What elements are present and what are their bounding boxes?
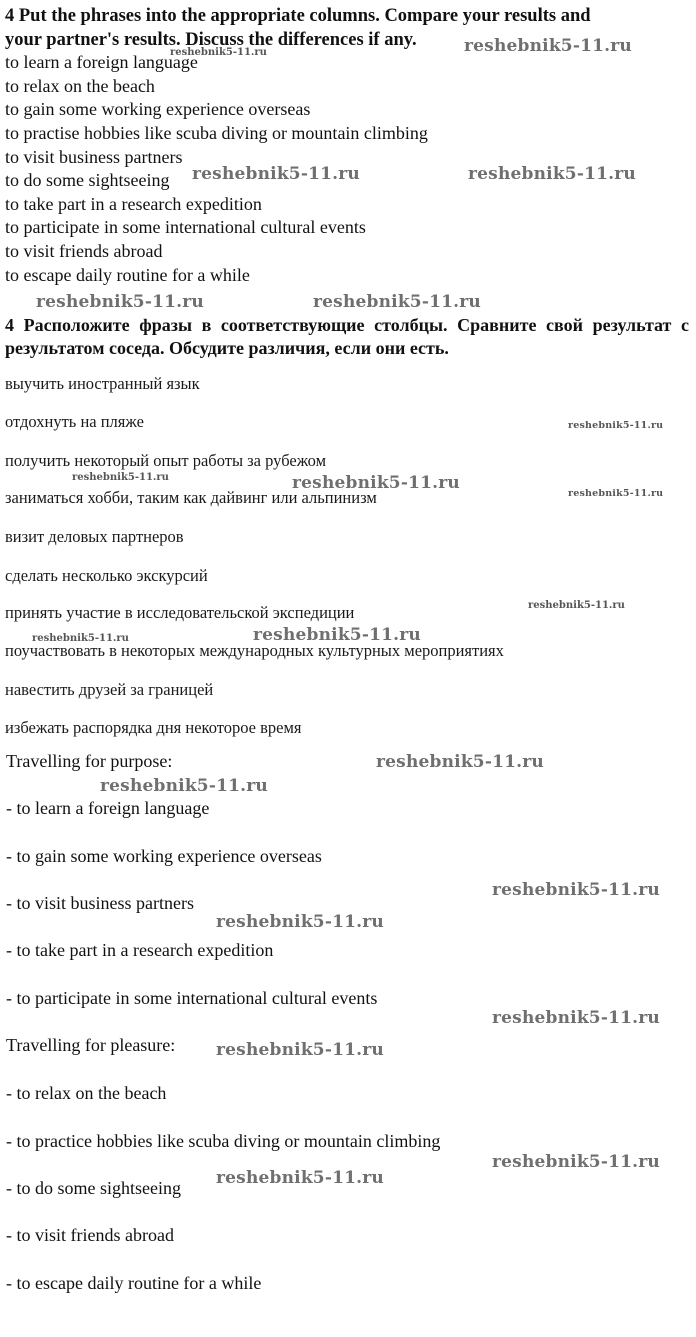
watermark: reshebnik5-11.ru <box>216 1168 384 1188</box>
answer-item: - to gain some working experience overseas <box>6 846 322 866</box>
watermark: reshebnik5-11.ru <box>292 473 460 493</box>
purpose-title: Travelling for purpose: <box>6 751 173 771</box>
watermark: reshebnik5-11.ru <box>192 164 360 184</box>
task-heading-en-line1: 4 Put the phrases into the appropriate columns. Compare your results and <box>5 6 591 26</box>
phrase-en: to learn a foreign language <box>5 52 198 72</box>
phrase-ru: визит деловых партнеров <box>5 527 184 546</box>
phrase-en: to visit business partners <box>5 147 183 167</box>
phrase-ru: поучаствовать в некоторых международных культурных мероприятиях <box>5 641 504 660</box>
watermark: reshebnik5-11.ru <box>492 1008 660 1028</box>
phrase-en: to escape daily routine for a while <box>5 265 250 285</box>
answer-item: - to learn a foreign language <box>6 798 210 818</box>
phrase-ru: заниматься хобби, таким как дайвинг или альпинизм <box>5 488 377 507</box>
phrase-ru: избежать распорядка дня некоторое время <box>5 718 302 737</box>
watermark: reshebnik5-11.ru <box>492 880 660 900</box>
phrase-ru: получить некоторый опыт работы за рубежом <box>5 451 327 470</box>
watermark: reshebnik5-11.ru <box>216 1040 384 1060</box>
watermark: reshebnik5-11.ru <box>468 164 636 184</box>
watermark: reshebnik5-11.ru <box>528 600 625 611</box>
answer-item: - to visit friends abroad <box>6 1225 174 1245</box>
watermark: reshebnik5-11.ru <box>313 292 481 312</box>
watermark: reshebnik5-11.ru <box>72 472 169 483</box>
phrase-ru: принять участие в исследовательской экспедиции <box>5 603 355 622</box>
watermark: reshebnik5-11.ru <box>492 1152 660 1172</box>
watermark: reshebnik5-11.ru <box>32 633 129 644</box>
phrase-ru: выучить иностранный язык <box>5 374 200 393</box>
answer-item: - to relax on the beach <box>6 1083 167 1103</box>
answer-item: - to escape daily routine for a while <box>6 1273 262 1293</box>
answer-item: - to practice hobbies like scuba diving or mountain climbing <box>6 1131 441 1151</box>
watermark: reshebnik5-11.ru <box>568 420 664 431</box>
watermark: reshebnik5-11.ru <box>170 47 267 58</box>
phrase-en: to participate in some international cultural events <box>5 217 366 237</box>
pleasure-title: Travelling for pleasure: <box>6 1035 176 1055</box>
phrase-ru: навестить друзей за границей <box>5 680 214 699</box>
watermark: reshebnik5-11.ru <box>464 36 632 56</box>
phrase-en: to relax on the beach <box>5 76 155 96</box>
phrase-ru: сделать несколько экскурсий <box>5 566 208 585</box>
answer-item: - to do some sightseeing <box>6 1178 181 1198</box>
answer-item: - to visit business partners <box>6 893 194 913</box>
watermark: reshebnik5-11.ru <box>568 488 664 499</box>
watermark: reshebnik5-11.ru <box>36 292 204 312</box>
answer-item: - to participate in some international cultural events <box>6 988 378 1008</box>
task-heading-ru: 4 Расположите фразы в соответствующие столбцы. Сравните свой результат с результатом соседа. Обсудите различия, если они есть. <box>5 315 689 358</box>
watermark: reshebnik5-11.ru <box>100 776 268 796</box>
phrase-en: to take part in a research expedition <box>5 194 262 214</box>
phrase-en: to do some sightseeing <box>5 170 170 190</box>
watermark: reshebnik5-11.ru <box>376 752 544 772</box>
answer-item: - to take part in a research expedition <box>6 940 274 960</box>
phrase-en: to gain some working experience overseas <box>5 99 311 119</box>
phrase-ru: отдохнуть на пляже <box>5 412 144 431</box>
phrase-en: to visit friends abroad <box>5 241 163 261</box>
task-heading-en-line2: your partner's results. Discuss the differences if any. <box>5 30 417 50</box>
phrase-en: to practise hobbies like scuba diving or mountain climbing <box>5 123 428 143</box>
watermark: reshebnik5-11.ru <box>253 625 421 645</box>
watermark: reshebnik5-11.ru <box>216 912 384 932</box>
